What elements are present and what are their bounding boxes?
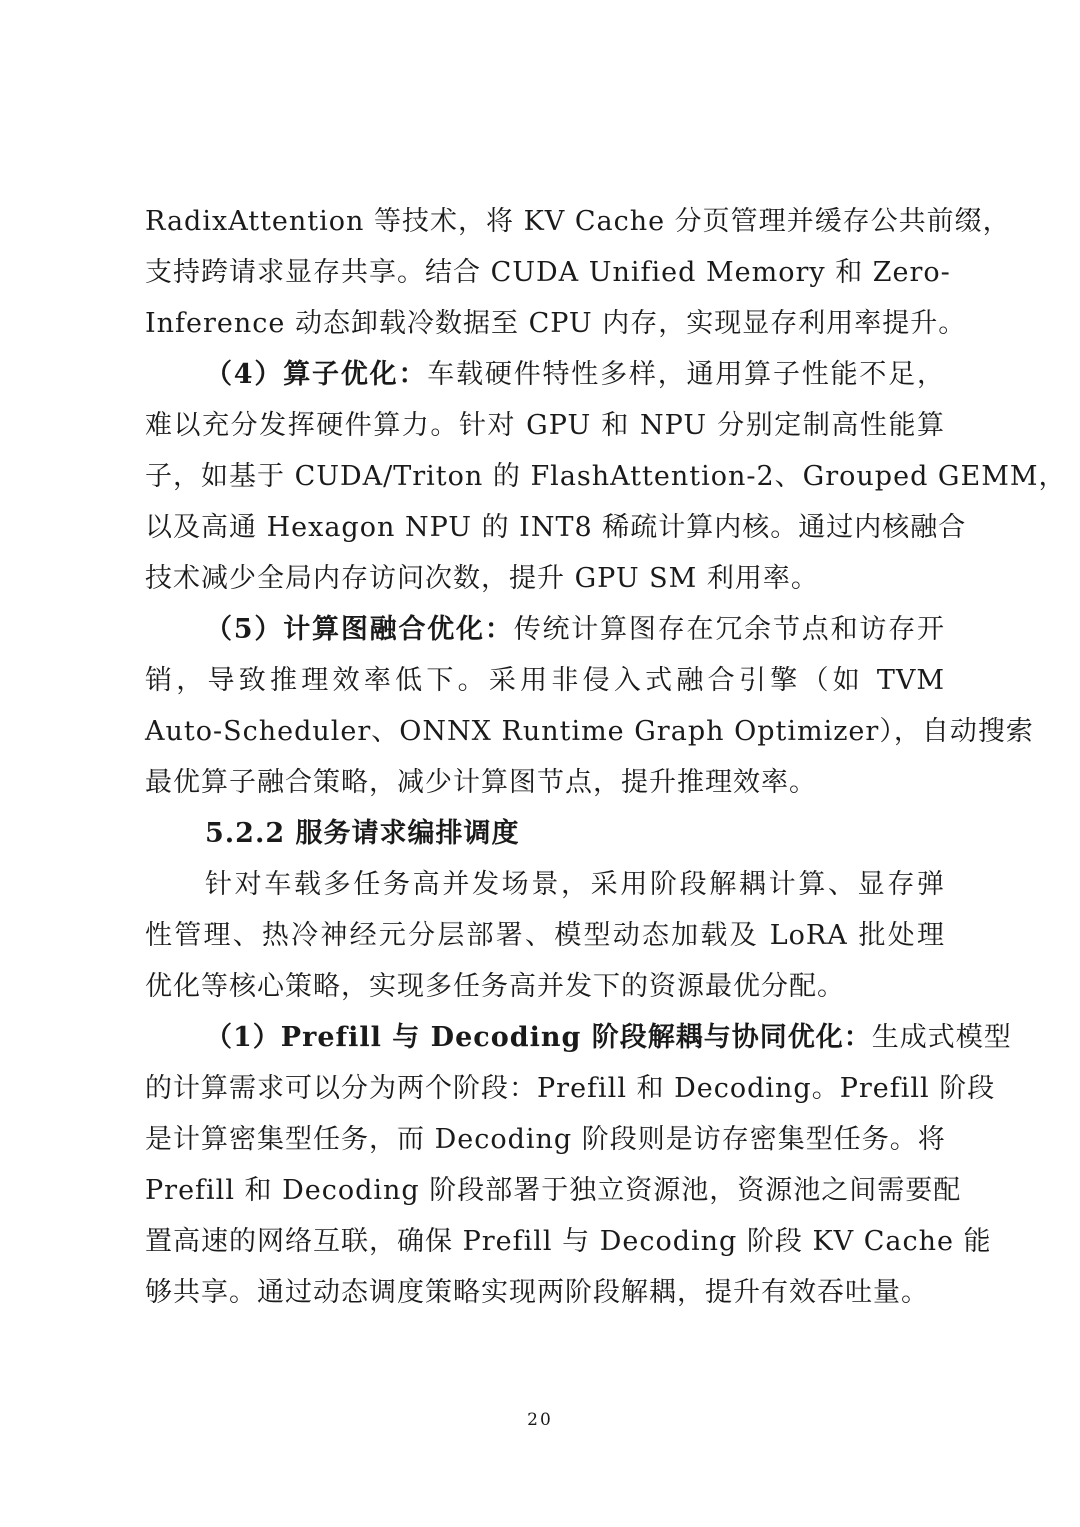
paragraph-line: 支持跨请求显存共享。结合 CUDA Unified Memory 和 Zero- bbox=[145, 257, 951, 288]
item-1-text: 生成式模型 bbox=[871, 1022, 1012, 1053]
item-5-title: （5）计算图融合优化： bbox=[205, 614, 514, 645]
paragraph-line: Auto-Scheduler、ONNX Runtime Graph Optimizer），自动搜索 bbox=[145, 716, 1034, 747]
paragraph-line: 置高速的网络互联，确保 Prefill 与 Decoding 阶段 KV Cache 能 bbox=[145, 1226, 992, 1257]
item-4-title: （4）算子优化： bbox=[205, 359, 428, 390]
paragraph-line: 以及高通 Hexagon NPU 的 INT8 稀疏计算内核。通过内核融合 bbox=[145, 512, 967, 543]
paragraph-line: Inference 动态卸载冷数据至 CPU 内存，实现显存利用率提升。 bbox=[145, 308, 967, 339]
item-5-text: 传统计算图存在冗余节点和访存开 bbox=[513, 614, 946, 645]
paragraph-line: 性管理、热冷神经元分层部署、模型动态加载及 LoRA 批处理 bbox=[145, 920, 945, 951]
item-5-first-line bbox=[205, 608, 945, 652]
item-4-first-line bbox=[205, 353, 945, 397]
paragraph-line: 最优算子融合策略，减少计算图节点，提升推理效率。 bbox=[145, 767, 817, 798]
item-1-first-line bbox=[205, 1016, 1012, 1060]
paragraph-line: 是计算密集型任务，而 Decoding 阶段则是访存密集型任务。将 bbox=[145, 1124, 946, 1155]
paragraph-line: 技术减少全局内存访问次数，提升 GPU SM 利用率。 bbox=[145, 563, 819, 594]
paragraph-line: 优化等核心策略，实现多任务高并发下的资源最优分配。 bbox=[145, 971, 845, 1002]
page-number: 20 bbox=[527, 1410, 553, 1430]
item-4-text: 车载硬件特性多样，通用算子性能不足， bbox=[427, 359, 946, 390]
paragraph-line: 销，导致推理效率低下。采用非侵入式融合引擎（如 TVM bbox=[145, 665, 945, 696]
paragraph-line: 子，如基于 CUDA/Triton 的 FlashAttention-2、Grouped GEMM， bbox=[145, 461, 1067, 492]
paragraph-line: 够共享。通过动态调度策略实现两阶段解耦，提升有效吞吐量。 bbox=[145, 1277, 929, 1308]
paragraph-line: 针对车载多任务高并发场景，采用阶段解耦计算、显存弹 bbox=[205, 869, 945, 900]
paragraph-line: 的计算需求可以分为两个阶段：Prefill 和 Decoding。Prefill 阶段 bbox=[145, 1073, 996, 1104]
paragraph-line: RadixAttention 等技术，将 KV Cache 分页管理并缓存公共前缀， bbox=[145, 206, 1011, 237]
section-heading: 5.2.2 服务请求编排调度 bbox=[205, 818, 520, 849]
paragraph-line: Prefill 和 Decoding 阶段部署于独立资源池，资源池之间需要配 bbox=[145, 1175, 962, 1206]
paragraph-line: 难以充分发挥硬件算力。针对 GPU 和 NPU 分别定制高性能算 bbox=[145, 410, 945, 441]
item-1-title: （1）Prefill 与 Decoding 阶段解耦与协同优化： bbox=[205, 1022, 872, 1053]
